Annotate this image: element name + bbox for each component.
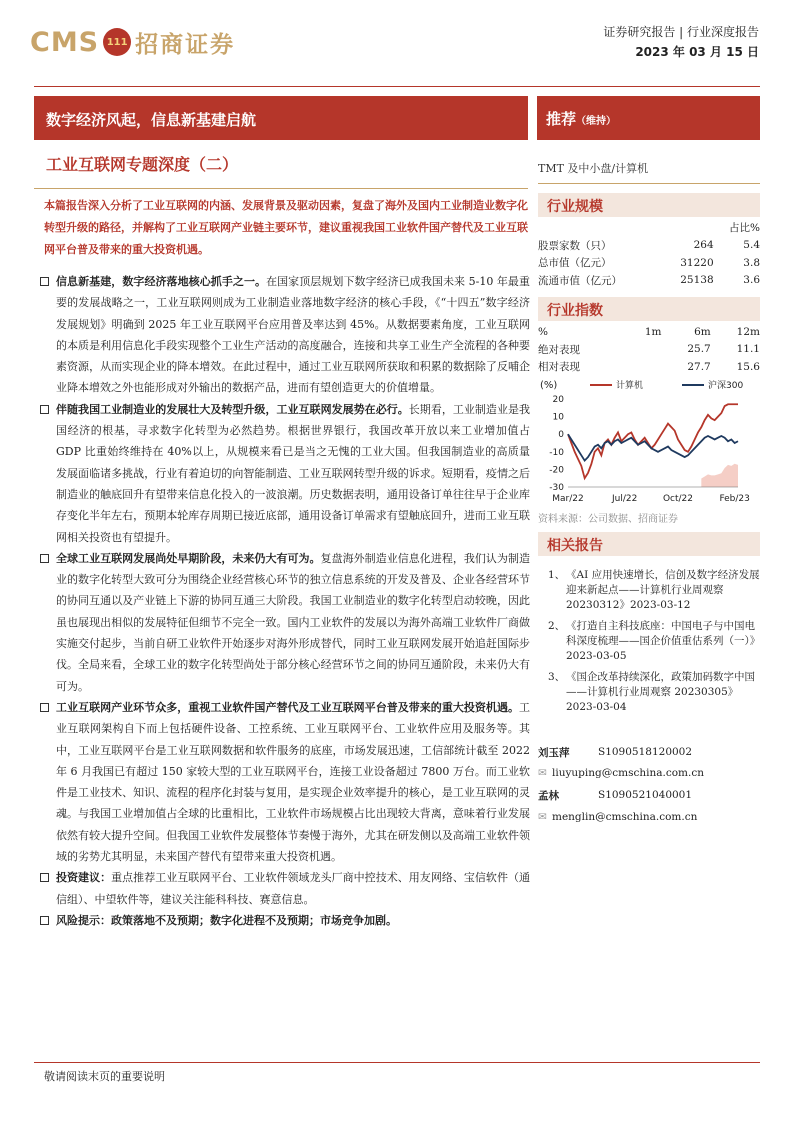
- report-type: 证券研究报告 | 行业深度报告: [603, 25, 759, 39]
- bullet-bold: 工业互联网产业环节众多，重视工业软件国产替代及工业互联网平台普及带来的重大投资机遇。: [56, 700, 519, 714]
- footer-rule: [34, 1062, 760, 1063]
- cms-logo: [30, 24, 235, 60]
- reports-list: [538, 568, 760, 715]
- reports-title: 相关报告: [538, 532, 760, 556]
- index-section: [538, 297, 760, 376]
- bullet-text: 长期看，工业制造业是我国经济的根基，寻求数字化转型为必然趋势。根据世界银行，我国改革开放以来工业增加值占 GDP 比重始终维持在 40%以上，从规模来看已是当之无愧的工业大国。但我国制造业的高质量发展面临诸多挑战，行业有着迫切的向智能制造、工业互联网转型升级的诉求。短期看，疫情之后制造业的触底回升有望带来信息化投入的一波浪潮。历史数据表明，通用设备订单往往早于企业库存变化半年左右，预期本轮库存周期已接近底部，通用设备订单需求有望触底回升，进而工业互联网相关投资也有望提升。: [56, 402, 531, 544]
- bullet-bold: 投资建议：: [56, 871, 112, 885]
- row-value: [626, 358, 661, 376]
- header-meta: [603, 22, 759, 62]
- sector-rule: [538, 183, 760, 184]
- report-item: [548, 670, 760, 715]
- row-label: 总市值（亿元）: [538, 257, 612, 270]
- rating-banner: [537, 96, 760, 140]
- bullet-text: 复盘海外制造业信息化进程，我们认为制造业的数字化转型大致可分为围绕企业经营核心环节的独立信息系统的开发及普及、企业各经营环节的协同互通以及产业链上下游的协同互通三大阶段。我国工业制造业的数字化转型启动较晚，因此虽也展现出相似的发展特征但细节不完全一致。国内工业软件的发展以为海外高端工业软件厂商做实施交付起步，当前自研工业软件开始逐步对海外形成替代，同时工业互联网发展开始追赶国际步伐。全局来看，全球工业的数字化转型尚处于部分核心经营环节之间的协同互通阶段，未来仍大有可为。: [56, 551, 531, 693]
- table-row: [538, 341, 760, 359]
- mail-icon: ✉: [538, 811, 547, 823]
- checkbox-icon: [40, 554, 49, 563]
- series-line-computer: [568, 404, 738, 478]
- chart-source: 资料来源：公司数据、招商证券: [538, 514, 678, 525]
- analyst-email[interactable]: liuyuping@cmschina.com.cn: [552, 767, 704, 779]
- rating-label: 推荐: [546, 110, 577, 128]
- row-value: 264: [693, 239, 714, 252]
- row-value: 25.7: [687, 343, 711, 356]
- analyst-cert: S1090518120002: [598, 746, 693, 758]
- report-num: 2、: [548, 620, 566, 632]
- y-axis-label: (%): [540, 380, 558, 391]
- analyst-name: 刘玉萍: [538, 746, 570, 759]
- analyst-row: [538, 784, 760, 806]
- table-row: [538, 358, 760, 376]
- pct-header: 占比%: [729, 222, 760, 235]
- report-num: 3、: [548, 671, 566, 683]
- footer-note: 敬请阅读末页的重要说明: [44, 1070, 165, 1083]
- bullet-text: 工业互联网架构自下而上包括硬件设备、工控系统、工业互联网平台、工业软件应用及服务等。其中，工业互联网平台是工业互联网数据和软件服务的底座，市场发展迅速，工信部统计截至 2022 年 6 月我国已有超过 150 家较大型的工业互联网平台，连接工业设备超过 7800 万台。而工业软件是工业技术、知识、流程的程序化封装与复用，是实现企业效率提升的核心，是工业互联网的灵魂。与我国工业增加值占全球的比重相比，工业软件市场规模占比出现较大背离，意味着行业发展依然有较大提升空间。但我国工业软件发展整体节奏慢于海外，尤其在研发侧以及高端工业软件领域的劣势尤其明显，未来国产替代有望带来重大投资机遇。: [56, 700, 530, 864]
- report-item: [548, 619, 760, 664]
- row-pct: 3.6: [743, 274, 760, 287]
- row-value: 31220: [680, 256, 714, 269]
- rating-note: （维持）: [576, 116, 617, 127]
- row-label: 相对表现: [538, 361, 580, 374]
- report-num: 1、: [548, 569, 566, 581]
- x-tick-label: Mar/22: [552, 494, 584, 504]
- scale-table: [538, 219, 760, 289]
- bullet-list: [40, 271, 530, 931]
- row-value: 15.6: [736, 360, 760, 373]
- analyst-name: 孟林: [538, 789, 559, 802]
- row-value: 25138: [680, 274, 714, 287]
- logo-text-cms: CMS: [30, 26, 100, 58]
- y-tick-label: -20: [549, 465, 564, 476]
- report-title: 数字经济风起，信息新基建启航: [46, 111, 257, 129]
- scale-title: 行业规模: [538, 193, 760, 217]
- bullet-text: 在国家顶层规划下数字经济已成我国未来 5-10 年最重要的发展战略之一，工业互联网则成为工业制造业落地数字经济的核心手段，《“十四五”数字经济发展规划》明确到 2025 年工业互联网平台应用普及率达到 45%。从数据要素角度，工业互联网的本质是利用信息化手段实现整个工业生产活动的高度融合，连接和共享工业生产全流程的各种要素资源，从而实现企业的降本增效。在此过程中，通过工业互联网所获取和积累的数据除了反哺企业降本增效之外也能形成对外输出的数据产品，进而有望创造更大的价值增量。: [56, 275, 530, 395]
- table-row: [538, 272, 760, 290]
- row-label: 绝对表现: [538, 343, 580, 356]
- x-tick-label: Feb/23: [719, 494, 750, 504]
- analyst-block: [538, 742, 760, 828]
- col-header: 6m: [694, 325, 711, 338]
- row-pct: 5.4: [743, 239, 760, 252]
- bullet-bold: 伴随我国工业制造业的发展壮大及转型升级，工业互联网发展势在必行。: [56, 402, 409, 416]
- report-subtitle: 工业互联网专题深度（二）: [46, 155, 239, 174]
- bullet-item: [40, 867, 530, 910]
- legend-label: 沪深300: [708, 381, 744, 391]
- checkbox-icon: [40, 873, 49, 882]
- report-date: 2023 年 03 月 15 日: [635, 45, 759, 59]
- bullet-bold: 信息新基建，数字经济落地核心抓手之一。: [56, 275, 267, 288]
- bullet-item: [40, 548, 530, 697]
- checkbox-icon: [40, 405, 49, 414]
- mail-icon: ✉: [538, 767, 547, 779]
- title-banner: [34, 96, 528, 140]
- y-tick-label: 20: [552, 395, 564, 405]
- y-tick-label: 10: [552, 412, 564, 423]
- analyst-cert: S1090521040001: [598, 789, 693, 801]
- bullet-item: [40, 697, 530, 867]
- col-header: 1m: [644, 325, 662, 338]
- x-tick-label: Jul/22: [611, 494, 638, 504]
- report-item: [548, 568, 760, 613]
- checkbox-icon: [40, 703, 49, 712]
- table-header: [538, 323, 760, 341]
- report-text: 《国企改革持续深化，政策加码数字中国——计算机行业周观察 20230305》2023-03-04: [566, 671, 755, 713]
- y-tick-label: 0: [558, 430, 564, 441]
- y-tick-label: -10: [549, 447, 564, 458]
- checkbox-icon: [40, 277, 49, 286]
- bullet-bold: 全球工业互联网发展尚处早期阶段，未来仍大有可为。: [56, 551, 321, 565]
- sector-label: TMT 及中小盘/计算机: [538, 162, 649, 175]
- index-table: [538, 323, 760, 376]
- row-value: 27.7: [687, 360, 711, 373]
- subtitle-rule: [34, 188, 528, 189]
- bullet-bold: 风险提示：政策落地不及预期；数字化进程不及预期；市场竞争加剧。: [56, 913, 397, 927]
- analyst-row: [538, 762, 760, 784]
- table-row: [538, 254, 760, 272]
- report-text: 《AI 应用快速增长，信创及数字经济发展迎来新起点——计算机行业周观察 20230312》2023-03-12: [566, 569, 760, 611]
- col-header: %: [538, 325, 548, 338]
- row-value: 11.1: [736, 343, 760, 356]
- bullet-text: 重点推荐工业互联网平台、工业软件领域龙头厂商中控技术、用友网络、宝信软件（通信组）、中望软件等，建议关注能科科技、赛意信息。: [56, 871, 531, 906]
- row-label: 流通市值（亿元）: [538, 274, 622, 287]
- row-label: 股票家数（只）: [538, 239, 612, 252]
- analyst-email[interactable]: menglin@cmschina.com.cn: [552, 811, 698, 823]
- col-header: 12m: [736, 325, 760, 338]
- relative-area: [701, 464, 738, 487]
- analyst-row: [538, 806, 760, 828]
- logo-text-cn: 招商证券: [135, 31, 236, 58]
- checkbox-icon: [40, 916, 49, 925]
- bullet-item: [40, 271, 530, 399]
- scale-section: [538, 193, 760, 289]
- logo-emblem-icon: 111: [103, 28, 131, 56]
- row-value: [626, 341, 661, 359]
- row-pct: 3.8: [743, 256, 760, 269]
- index-title: 行业指数: [538, 297, 760, 321]
- table-row: [538, 237, 760, 255]
- legend-label: 计算机: [616, 381, 644, 391]
- header-rule: [34, 86, 760, 87]
- analyst-row: [538, 742, 760, 762]
- summary-paragraph: 本篇报告深入分析了工业互联网的内涵、发展背景及驱动因素，复盘了海外及国内工业制造业数字化转型升级的路径，并解构了工业互联网产业链主要环节，建议重视我国工业软件国产替代及工业互联网平台普及带来的重大投资机遇。: [44, 199, 528, 256]
- x-tick-label: Oct/22: [662, 494, 694, 504]
- index-chart: [538, 379, 760, 505]
- y-tick-label: -30: [549, 483, 564, 493]
- report-text: 《打造自主科技底座：中国电子与中国电科深度梳理——国企价值重估系列（一）》2023-03-05: [566, 620, 755, 662]
- reports-section: [538, 532, 760, 721]
- bullet-item: [40, 399, 530, 548]
- chart-svg: [538, 379, 760, 505]
- bullet-item: [40, 910, 530, 931]
